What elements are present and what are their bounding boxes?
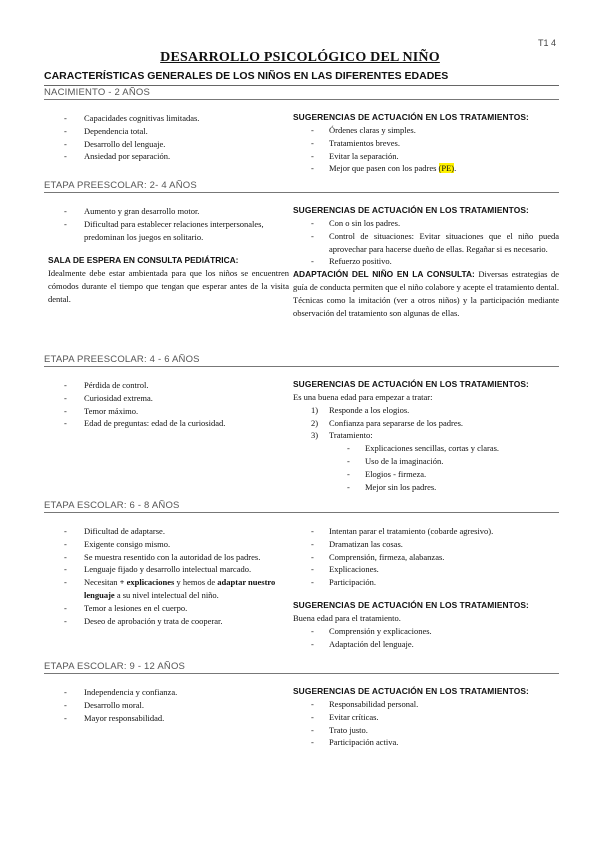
suggestions-heading: SUGERENCIAS DE ACTUACIÓN EN LOS TRATAMIENTOS:: [293, 379, 529, 389]
numbered-item: [293, 429, 559, 442]
page-number: T1 4: [537, 38, 556, 48]
adaptation-heading: ADAPTACIÓN DEL NIÑO EN LA CONSULTA:: [293, 269, 475, 280]
item-number: 2): [311, 417, 319, 428]
list-item: - Curiosidad extrema.: [44, 392, 289, 405]
suggestions-column: [293, 373, 559, 493]
section-heading: ETAPA PREESCOLAR: 2- 4 AÑOS: [44, 180, 559, 193]
list-item: - Edad de preguntas: edad de la curiosidad.: [44, 417, 289, 430]
characteristics-column: [44, 680, 289, 749]
list-item: - Pérdida de control.: [44, 379, 289, 392]
list-item: - Tratamientos breves.: [293, 137, 559, 150]
list-item: [293, 162, 559, 175]
bold-text: + explicaciones: [119, 577, 175, 588]
list-item: - Adaptación del lenguaje.: [293, 638, 559, 651]
section-heading: ETAPA ESCOLAR: 6 - 8 AÑOS: [44, 500, 559, 513]
item-text: Tratamiento:: [329, 430, 373, 441]
section-6-8-years: [44, 500, 559, 650]
list-item: - Control de situaciones: Evitar situaciones que el niño pueda aprovechar para hacerse dueño de ellas. Regañar si es necesario.: [293, 230, 559, 256]
characteristics-column: [44, 373, 289, 493]
list-item: - Intentan parar el tratamiento (cobarde agresivo).: [293, 525, 559, 538]
list-item: - Temor máximo.: [44, 405, 289, 418]
list-item: - Mayor responsabilidad.: [44, 712, 289, 725]
list-item: - Capacidades cognitivas limitadas.: [44, 112, 289, 125]
numbered-item: [293, 417, 559, 430]
list-item: - Dificultad para establecer relaciones interpersonales, predominan los juegos en solitario.: [44, 218, 289, 244]
list-item: - Se muestra resentido con la autoridad de los padres.: [44, 551, 289, 564]
list-item: - Dependencia total.: [44, 125, 289, 138]
list-item: - Participación activa.: [293, 736, 559, 749]
list-item: - Responsabilidad personal.: [293, 698, 559, 711]
list-item: - Temor a lesiones en el cuerpo.: [44, 602, 289, 615]
sub-list-item: - Explicaciones sencillas, cortas y claras.: [293, 442, 559, 455]
list-item: - Trato justo.: [293, 724, 559, 737]
list-item: - Evitar críticas.: [293, 711, 559, 724]
list-item: - Desarrollo del lenguaje.: [44, 138, 289, 151]
list-item: - Órdenes claras y simples.: [293, 124, 559, 137]
section-2-4-years: [44, 180, 559, 319]
suggestions-heading: SUGERENCIAS DE ACTUACIÓN EN LOS TRATAMIENTOS:: [293, 599, 529, 610]
list-item: - Dificultad de adaptarse.: [44, 525, 289, 538]
list-item: - Refuerzo positivo.: [293, 255, 559, 268]
sub-list-item: - Uso de la imaginación.: [293, 455, 559, 468]
characteristics-column: [44, 106, 289, 175]
list-item: - Dramatizan las cosas.: [293, 538, 559, 551]
list-item: - Participación.: [293, 576, 559, 589]
highlighted-text: (PE): [438, 163, 455, 174]
document-title: DESARROLLO PSICOLÓGICO DEL NIÑO: [160, 50, 440, 65]
sub-list-item: - Elogios - firmeza.: [293, 468, 559, 481]
list-item: - Lenguaje fijado y desarrollo intelectual marcado.: [44, 563, 289, 576]
sub-list-item: - Mejor sin los padres.: [293, 481, 559, 494]
section-9-12-years: [44, 661, 559, 749]
suggestions-heading: SUGERENCIAS DE ACTUACIÓN EN LOS TRATAMIENTOS:: [293, 112, 529, 122]
text-part: Necesitan: [84, 577, 120, 588]
text-part: y hemos de: [174, 577, 218, 588]
waiting-room-paragraph: Idealmente debe estar ambientada para que los niños se encuentren cómodos durante el tiempo que tengan que esperar antes de la visita dental.: [48, 268, 289, 304]
bold-text: adaptar nuestro lenguaje: [84, 577, 276, 600]
section-4-6-years: [44, 354, 559, 493]
list-item-text: Mejor que pasen con los padres: [329, 163, 439, 174]
suggestions-intro: Buena edad para el tratamiento.: [293, 612, 401, 623]
item-number: 3): [311, 430, 319, 441]
characteristics-column: [44, 199, 289, 319]
suggestions-column: [293, 680, 559, 749]
item-number: 1): [311, 404, 319, 415]
list-item: - Independencia y confianza.: [44, 686, 289, 699]
list-item: - Comprensión y explicaciones.: [293, 625, 559, 638]
list-item: - Comprensión, firmeza, alabanzas.: [293, 551, 559, 564]
list-item: - Con o sin los padres.: [293, 217, 559, 230]
list-item: - Ansiedad por separación.: [44, 150, 289, 163]
suggestions-heading: SUGERENCIAS DE ACTUACIÓN EN LOS TRATAMIENTOS:: [293, 205, 529, 215]
list-item: [44, 576, 289, 602]
suggestions-column: [293, 199, 559, 319]
numbered-item: [293, 404, 559, 417]
document-subtitle: CARACTERÍSTICAS GENERALES DE LOS NIÑOS EN LAS DIFERENTES EDADES: [44, 70, 559, 86]
list-item: - Deseo de aprobación y trata de cooperar.: [44, 615, 289, 628]
suggestions-intro: Es una buena edad para empezar a tratar:: [293, 392, 433, 402]
item-text: Confianza para separarse de los padres.: [329, 417, 464, 428]
list-item: - Explicaciones.: [293, 563, 559, 576]
list-item: - Aumento y gran desarrollo motor.: [44, 205, 289, 218]
waiting-room-heading: SALA DE ESPERA EN CONSULTA PEDIÁTRICA:: [48, 255, 239, 266]
characteristics-column: [44, 519, 289, 650]
suggestions-column: [293, 106, 559, 175]
item-text: Responde a los elogios.: [329, 404, 410, 415]
adaptation-paragraph: [293, 268, 559, 319]
suggestions-heading: SUGERENCIAS DE ACTUACIÓN EN LOS TRATAMIENTOS:: [293, 686, 529, 696]
list-item: - Exigente consigo mismo.: [44, 538, 289, 551]
section-heading: ETAPA ESCOLAR: 9 - 12 AÑOS: [44, 661, 559, 674]
suggestions-column: [293, 519, 559, 650]
adaptation-text: Diversas estrategias de guía de conducta permiten que el niño colabore y acepte el tratamiento dental. Técnicas como la imitación (ver a otros niños) y la participación mediante observación del tratamiento son algunas de ellas.: [293, 269, 559, 318]
section-heading: ETAPA PREESCOLAR: 4 - 6 AÑOS: [44, 354, 559, 367]
section-heading: NACIMIENTO - 2 AÑOS: [44, 87, 559, 100]
section-0-2-years: [44, 87, 559, 175]
text-part: a su nivel intelectual del niño.: [114, 589, 219, 600]
list-item: - Evitar la separación.: [293, 150, 559, 163]
list-item-end: .: [454, 163, 457, 174]
list-item: - Desarrollo moral.: [44, 699, 289, 712]
